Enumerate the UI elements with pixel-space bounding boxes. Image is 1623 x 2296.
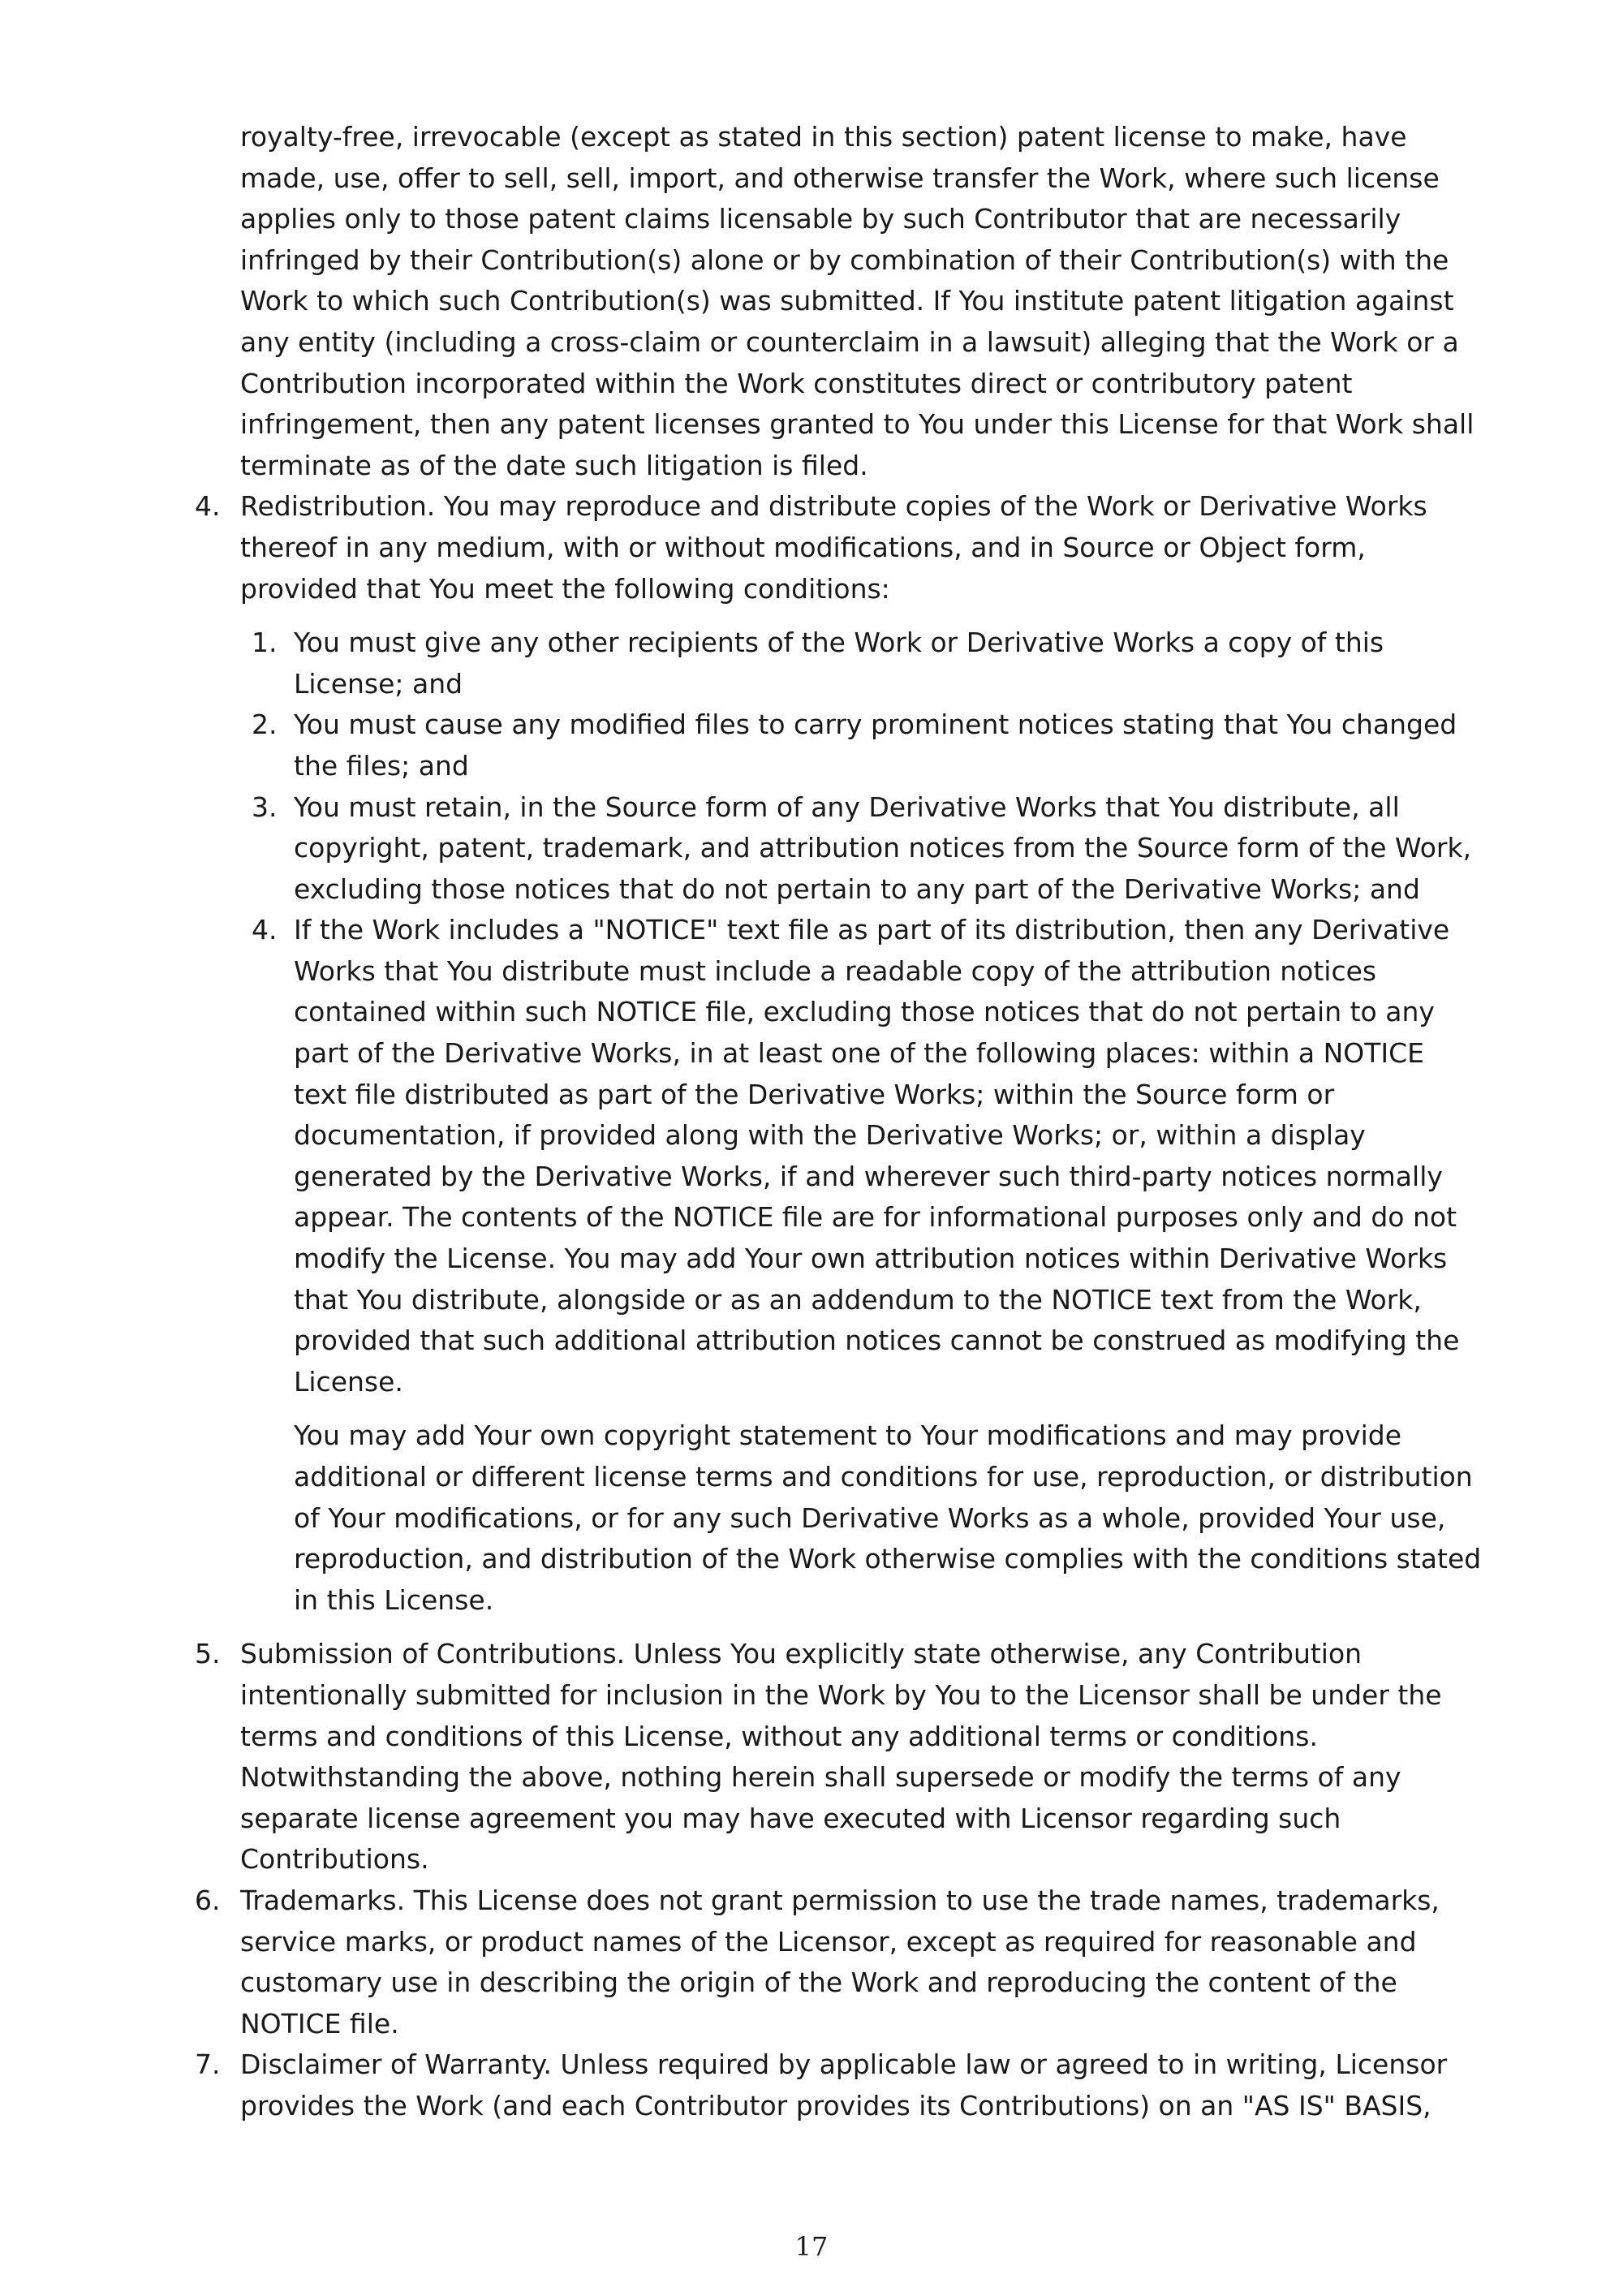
section-4-redistribution <box>195 486 1482 1621</box>
condition-number: 2. <box>252 709 278 741</box>
page-number: 17 <box>794 2231 829 2262</box>
section-text: Submission of Contributions. Unless You explicitly state otherwise, any Contribution intentionally submitted for inclusion in the Work by You to the Licensor shall be under the terms and conditions of this License, without any additional terms or conditions. Notwithstanding the above, nothing herein shall supersede or modify the terms of any separate license agreement you may have executed with Licensor regarding such Contributions. <box>240 1638 1442 1876</box>
section-number: 6. <box>195 1884 221 1916</box>
section-text: Redistribution. You may reproduce and distribute copies of the Work or Derivative Works thereof in any medium, with or without modifications, and in Source or Object form, provided that You meet the following conditions: <box>240 490 1427 605</box>
section-number: 7. <box>195 2048 221 2081</box>
condition-text: You must cause any modified files to carry prominent notices stating that You changed the files; and <box>294 709 1457 782</box>
condition-text: If the Work includes a "NOTICE" text file as part of its distribution, then any Derivative Works that You distribute must include a readable copy of the attribution notices contained within such NOTICE file, excluding those notices that do not pertain to any part of the Derivative Works, in at least one of the following places: within a NOTICE text file distributed as part of the Derivative Works; within the Source form or documentation, if provided along with the Derivative Works; or, within a display generated by the Derivative Works, if and wherever such third-party notices normally appear. The contents of the NOTICE file are for informational purposes only and do not modify the License. You may add Your own attribution notices within Derivative Works that You distribute, alongside or as an addendum to the NOTICE text from the Work, provided that such additional attribution notices cannot be construed as modifying the License. <box>294 914 1460 1398</box>
continuation-paragraph: royalty-free, irrevocable (except as stated in this section) patent license to make, have made, use, offer to sell, sell, import, and otherwise transfer the Work, where such license applies only to those patent claims licensable by such Contributor that are necessarily infringed by their Contribution(s) alone or by combination of their Contribution(s) with the Work to which such Contribution(s) was submitted. If You institute patent litigation against any entity (including a cross-claim or counterclaim in a lawsuit) alleging that the Work or a Contribution incorporated within the Work constitutes direct or contributory patent infringement, then any patent licenses granted to You under this License for that Work shall terminate as of the date such litigation is filed. <box>240 121 1474 481</box>
condition-number: 4. <box>252 914 278 946</box>
condition-item <box>252 787 1482 911</box>
condition-number: 3. <box>252 790 278 823</box>
redistribution-conditions-list <box>252 622 1482 1621</box>
license-sections-list <box>195 486 1482 2126</box>
condition-item <box>252 910 1482 1621</box>
condition-text: You must give any other recipients of the Work or Derivative Works a copy of this License; and <box>294 627 1384 700</box>
section-number: 4. <box>195 490 221 523</box>
condition-text: You must retain, in the Source form of any Derivative Works that You distribute, all copyright, patent, trademark, and attribution notices from the Source form of the Work, excluding those notices that do not pertain to any part of the Derivative Works; and <box>294 790 1472 905</box>
condition-item <box>252 704 1482 786</box>
section-text: Disclaimer of Warranty. Unless required by applicable law or agreed to in writing, Licensor provides the Work (and each Contributor provides its Contributions) on an "AS IS" BASIS, <box>240 2048 1448 2122</box>
section-5-submission <box>195 1634 1482 1880</box>
condition-item <box>252 622 1482 704</box>
section-7-disclaimer <box>195 2044 1482 2126</box>
section-text: Trademarks. This License does not grant permission to use the trade names, trademarks, service marks, or product names of the Licensor, except as required for reasonable and customary use in describing the origin of the Work and reproducing the content of the NOTICE file. <box>240 1884 1440 2040</box>
section-number: 5. <box>195 1638 221 1670</box>
section-6-trademarks <box>195 1880 1482 2044</box>
license-body <box>195 117 1482 2127</box>
copyright-statement-paragraph: You may add Your own copyright statement to Your modifications and may provide additional or different license terms and conditions for use, reproduction, or distribution of Your modifications, or for any such Derivative Works as a whole, provided Your use, reproduction, and distribution of the Work otherwise complies with the conditions stated in this License. <box>294 1419 1482 1616</box>
condition-number: 1. <box>252 627 278 659</box>
